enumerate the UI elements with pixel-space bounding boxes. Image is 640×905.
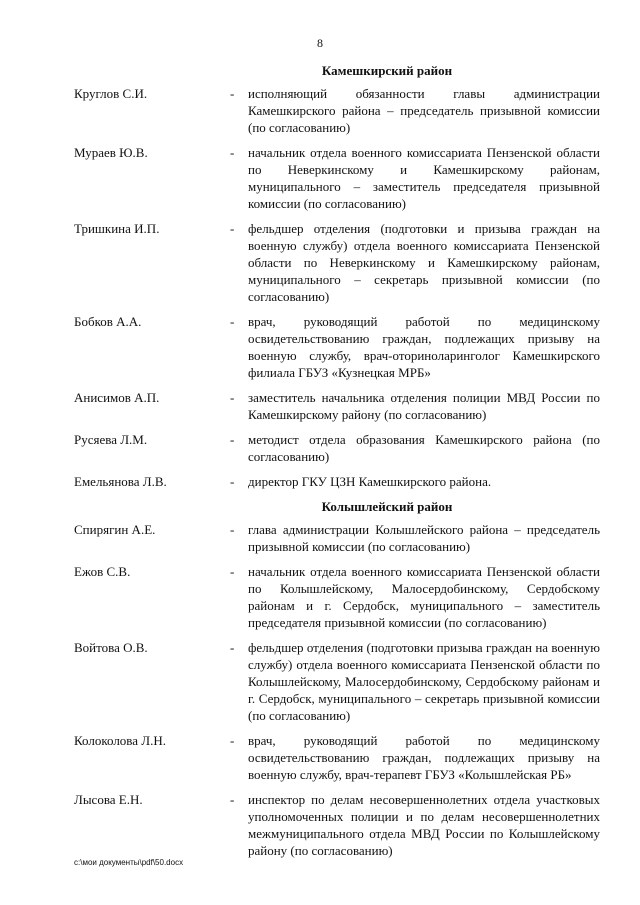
dash: - — [230, 145, 235, 160]
dash: - — [230, 390, 235, 405]
dash: - — [230, 221, 235, 236]
member-name: Войтова О.В. — [74, 640, 148, 655]
page-number: 8 — [317, 36, 323, 50]
member-role: директор ГКУ ЦЗН Камешкирского района. — [248, 474, 492, 489]
member-name: Круглов С.И. — [74, 86, 148, 101]
dash: - — [230, 733, 235, 748]
member-role: методист отдела образования Камешкирского района (по согласованию) — [248, 432, 600, 464]
member-name: Емельянова Л.В. — [74, 474, 167, 489]
member-name: Анисимов А.П. — [74, 390, 160, 405]
dash: - — [230, 314, 235, 329]
section-title: Колышлейский район — [321, 499, 453, 514]
member-role: врач, руководящий работой по медицинскому освидетельствованию граждан, подлежащих призыву на военную службу, врач-терапевт ГБУЗ «Колышлейская РБ» — [248, 733, 600, 782]
member-role: исполняющий обязанности главы администрации Камешкирского района – председатель призывной комиссии (по согласованию) — [248, 86, 600, 135]
member-entry — [74, 220, 600, 305]
member-name: Русяева Л.М. — [74, 432, 148, 447]
member-entry — [74, 431, 600, 465]
member-entry — [74, 521, 600, 555]
section-kolyshleysky — [74, 498, 600, 859]
member-name: Лысова Е.Н. — [74, 792, 143, 807]
dash: - — [230, 640, 235, 655]
member-entry — [74, 473, 600, 490]
dash: - — [230, 522, 235, 537]
member-role: глава администрации Колышлейского района – председатель призывной комиссии (по согласованию) — [248, 522, 600, 554]
section-title: Камешкирский район — [321, 63, 453, 78]
member-entry — [74, 389, 600, 423]
member-role: начальник отдела военного комиссариата Пензенской области по Неверкинскому и Камешкирскому районам, муниципального – заместитель председателя призывной комиссии (по согласованию) — [248, 145, 600, 211]
member-name: Спирягин А.Е. — [74, 522, 156, 537]
member-name: Тришкина И.П. — [74, 221, 160, 236]
member-role: фельдшер отделения (подготовки и призыва граждан на военную службу) отдела военного комиссариата Пензенской области по Неверкинскому и Камешкирскому районам, муниципального – секретарь призывной комиссии (по согласованию) — [248, 221, 600, 304]
file-path-footer: c:\мои документы\pdf\50.docx — [74, 858, 184, 867]
member-name: Ежов С.В. — [74, 564, 131, 579]
dash: - — [230, 432, 235, 447]
member-entry — [74, 563, 600, 631]
member-role: фельдшер отделения (подготовки призыва граждан на военную службу) отдела военного комиссариата Пензенской области по Колышлейскому, Малосердобинскому, Сердобскому районам и г. Сердобск, муниципального – секретарь призывной комиссии (по согласованию) — [248, 640, 600, 723]
member-entry — [74, 791, 600, 859]
member-entry — [74, 85, 600, 136]
member-name: Мураев Ю.В. — [74, 145, 148, 160]
member-role: заместитель начальника отделения полиции МВД России по Камешкирскому району (по согласованию) — [248, 390, 600, 422]
member-role: врач, руководящий работой по медицинскому освидетельствованию граждан, подлежащих призыву на военную службу, врач-оториноларинголог Камешкирского филиала ГБУЗ «Кузнецкая МРБ» — [248, 314, 600, 380]
member-entry — [74, 144, 600, 212]
member-role: инспектор по делам несовершеннолетних отдела участковых уполномоченных полиции и по делам несовершеннолетних межмуниципального отдела МВД России по Колышлейскому району (по согласованию) — [248, 792, 600, 858]
member-name: Колоколова Л.Н. — [74, 733, 167, 748]
dash: - — [230, 792, 235, 807]
dash: - — [230, 86, 235, 101]
dash: - — [230, 474, 235, 489]
member-role: начальник отдела военного комиссариата Пензенской области по Колышлейскому, Малосердобинскому, Сердобскому районам и г. Сердобск, муниципального – заместитель председателя призывной комиссии (по согласованию) — [248, 564, 600, 630]
member-entry — [74, 313, 600, 381]
member-name: Бобков А.А. — [74, 314, 142, 329]
section-kameshkirsky — [74, 62, 600, 490]
member-entry — [74, 639, 600, 724]
member-entry — [74, 732, 600, 783]
commission-list — [74, 62, 600, 867]
dash: - — [230, 564, 235, 579]
